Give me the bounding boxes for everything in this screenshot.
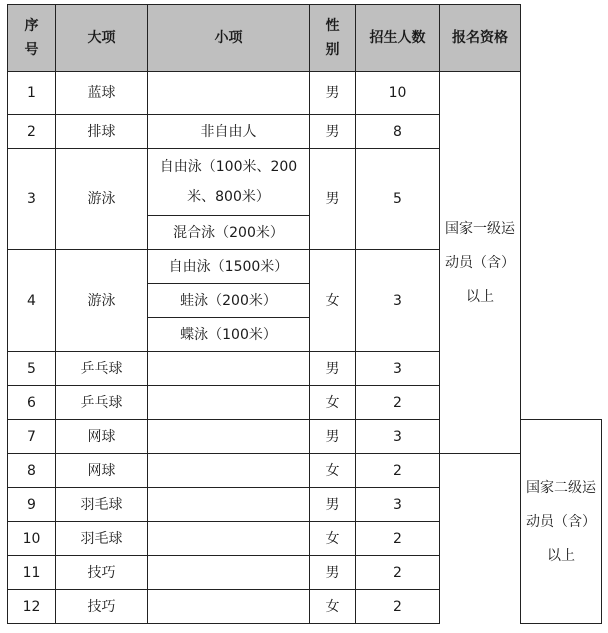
header-row [8, 5, 602, 72]
cell-major: 排球 [56, 115, 148, 149]
header-count: 招生人数 [356, 5, 440, 72]
cell-minor: 非自由人 [148, 115, 310, 149]
cell-qualification-group1: 国家一级运动员（含）以上 [440, 72, 521, 454]
cell-minor [148, 352, 310, 386]
cell-minor [148, 386, 310, 420]
table-row [8, 72, 602, 115]
cell-minor: 自由泳（100米、200米、800米） [148, 149, 310, 216]
cell-sex: 男 [310, 352, 356, 386]
cell-count: 2 [356, 386, 440, 420]
header-minor: 小项 [148, 5, 310, 72]
cell-no: 9 [8, 488, 56, 522]
cell-minor [148, 454, 310, 488]
cell-minor [148, 590, 310, 624]
cell-minor [148, 488, 310, 522]
cell-no: 2 [8, 115, 56, 149]
cell-major: 蓝球 [56, 72, 148, 115]
header-sex: 性别 [310, 5, 356, 72]
cell-no: 8 [8, 454, 56, 488]
header-major: 大项 [56, 5, 148, 72]
cell-major: 羽毛球 [56, 522, 148, 556]
cell-no: 10 [8, 522, 56, 556]
cell-sex: 女 [310, 250, 356, 352]
cell-minor: 蝶泳（100米） [148, 318, 310, 352]
cell-count: 3 [356, 420, 440, 454]
cell-sex: 女 [310, 522, 356, 556]
cell-major: 技巧 [56, 590, 148, 624]
cell-major: 羽毛球 [56, 488, 148, 522]
cell-count: 8 [356, 115, 440, 149]
cell-count: 3 [356, 250, 440, 352]
cell-minor [148, 556, 310, 590]
cell-sex: 女 [310, 590, 356, 624]
cell-count: 2 [356, 522, 440, 556]
header-qualification: 报名资格 [440, 5, 521, 72]
cell-major: 技巧 [56, 556, 148, 590]
cell-count: 5 [356, 149, 440, 250]
cell-sex: 女 [310, 454, 356, 488]
cell-sex: 男 [310, 72, 356, 115]
cell-no: 7 [8, 420, 56, 454]
cell-no: 6 [8, 386, 56, 420]
cell-qualification-group2: 国家二级运动员（含）以上 [521, 420, 602, 624]
cell-sex: 男 [310, 420, 356, 454]
cell-major: 乒乓球 [56, 386, 148, 420]
cell-major: 游泳 [56, 149, 148, 250]
cell-count: 3 [356, 488, 440, 522]
cell-no: 4 [8, 250, 56, 352]
cell-count: 3 [356, 352, 440, 386]
cell-no: 5 [8, 352, 56, 386]
table-row [8, 454, 602, 488]
table-row [8, 522, 602, 556]
table-row [8, 590, 602, 624]
cell-sex: 男 [310, 149, 356, 250]
enrollment-table [7, 4, 602, 624]
cell-sex: 男 [310, 556, 356, 590]
cell-minor: 混合泳（200米） [148, 216, 310, 250]
cell-major: 网球 [56, 454, 148, 488]
cell-no: 12 [8, 590, 56, 624]
cell-no: 11 [8, 556, 56, 590]
cell-sex: 女 [310, 386, 356, 420]
cell-major: 网球 [56, 420, 148, 454]
cell-minor [148, 72, 310, 115]
cell-sex: 男 [310, 115, 356, 149]
cell-major: 游泳 [56, 250, 148, 352]
cell-sex: 男 [310, 488, 356, 522]
table-row [8, 556, 602, 590]
cell-no: 1 [8, 72, 56, 115]
table-row [8, 488, 602, 522]
cell-count: 2 [356, 590, 440, 624]
cell-minor [148, 522, 310, 556]
cell-no: 3 [8, 149, 56, 250]
cell-count: 2 [356, 556, 440, 590]
cell-count: 2 [356, 454, 440, 488]
cell-minor: 自由泳（1500米） [148, 250, 310, 284]
cell-minor: 蛙泳（200米） [148, 284, 310, 318]
header-no: 序号 [8, 5, 56, 72]
cell-major: 乒乓球 [56, 352, 148, 386]
cell-minor [148, 420, 310, 454]
cell-count: 10 [356, 72, 440, 115]
